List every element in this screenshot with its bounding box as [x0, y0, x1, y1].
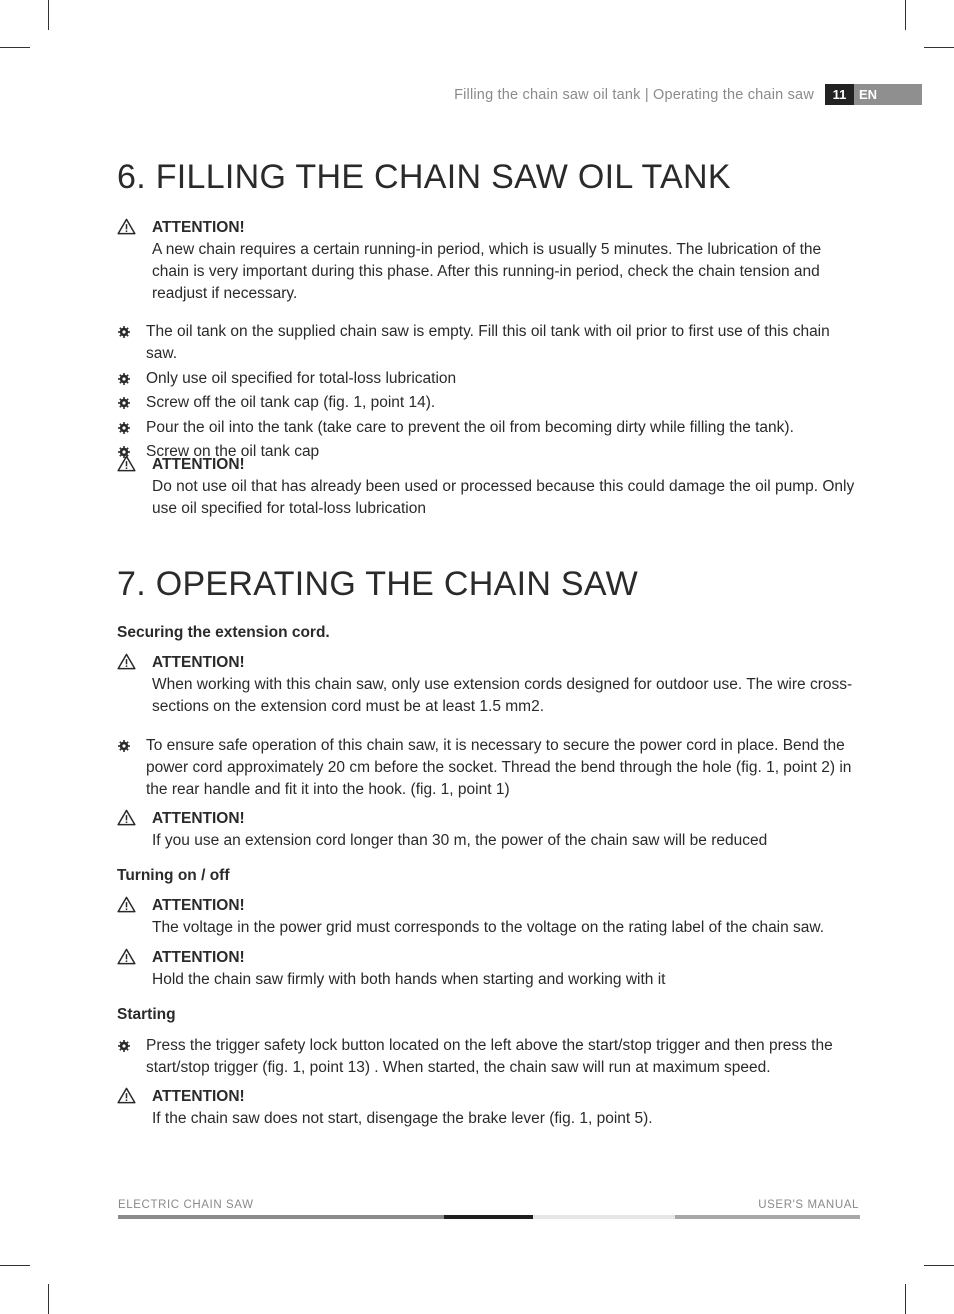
list-item [117, 417, 862, 439]
attention-label: ATTENTION! [152, 219, 245, 236]
gear-bullet-icon [118, 1040, 130, 1052]
subheading-extension-cord: Securing the extension cord. [117, 624, 330, 641]
bullet-text: Screw off the oil tank cap (fig. 1, point 14). [146, 394, 436, 411]
attention-label: ATTENTION! [152, 810, 245, 827]
attention-text: The voltage in the power grid must corresponds to the voltage on the rating label of the chain saw. [152, 919, 825, 936]
attention-label: ATTENTION! [152, 456, 245, 473]
list-item [117, 321, 862, 365]
subheading-starting: Starting [117, 1006, 176, 1023]
bullet-text: To ensure safe operation of this chain saw, it is necessary to secure the power cord in place. Bend the power cord approximately 20 cm before the socket. Thread the bend through the hole (fig. 1, point 2) in the rear handle and fit it into the hook. (fig. 1, point 1) [146, 737, 852, 798]
crop-mark [905, 1284, 906, 1314]
bullet-text: The oil tank on the supplied chain saw is empty. Fill this oil tank with oil prior to first use of this chain saw. [146, 323, 830, 362]
language-code: EN [854, 84, 922, 105]
attention-label: ATTENTION! [152, 897, 245, 914]
crop-mark [0, 47, 30, 48]
list-item [117, 368, 862, 390]
gear-bullet-icon [118, 740, 130, 752]
list-item [117, 392, 862, 414]
section-7-title: 7. OPERATING THE CHAIN SAW [117, 565, 639, 603]
attention-note [117, 895, 862, 939]
attention-label: ATTENTION! [152, 949, 245, 966]
section-6-title: 6. FILLING THE CHAIN SAW OIL TANK [117, 158, 731, 196]
crop-mark [905, 0, 906, 30]
warning-icon [117, 809, 136, 826]
warning-icon [117, 948, 136, 965]
attention-text: A new chain requires a certain running-in period, which is usually 5 minutes. The lubrication of the chain is very important during this phase. After this running-in period, check the chain tension and readjust if necessary. [152, 241, 822, 302]
crop-mark [924, 1265, 954, 1266]
attention-text: If you use an extension cord longer than 30 m, the power of the chain saw will be reduced [152, 832, 768, 849]
warning-icon [117, 1087, 136, 1104]
list-item [117, 1035, 862, 1079]
warning-icon [117, 653, 136, 670]
bullet-text: Only use oil specified for total-loss lubrication [146, 369, 457, 387]
warning-icon [117, 218, 136, 235]
gear-bullet-icon [118, 326, 130, 338]
attention-note [117, 1086, 862, 1130]
attention-note [117, 454, 862, 520]
footer-product-name: ELECTRIC CHAIN SAW [118, 1199, 254, 1211]
footer-rule-segment [118, 1215, 444, 1219]
gear-bullet-icon [118, 373, 130, 385]
attention-text: Hold the chain saw firmly with both hands when starting and working with it [152, 971, 666, 988]
bullet-text: Press the trigger safety lock button located on the left above the start/stop trigger and then press the start/stop trigger (fig. 1, point 13) . When started, the chain saw will run at maximum speed. [146, 1037, 833, 1076]
list-item [117, 735, 862, 801]
starting-steps [117, 1035, 862, 1079]
crop-mark [48, 0, 49, 30]
footer-rule [118, 1215, 860, 1219]
page-number: 11 [825, 84, 854, 105]
attention-note [117, 808, 862, 852]
attention-text: If the chain saw does not start, disengage the brake lever (fig. 1, point 5). [152, 1110, 653, 1127]
oil-tank-steps [117, 321, 862, 463]
attention-text: When working with this chain saw, only use extension cords designed for outdoor use. The wire cross-sections on the extension cord must be at least 1.5 mm2. [152, 676, 853, 715]
footer-rule-segment [675, 1215, 860, 1219]
footer-manual-label: USER'S MANUAL [758, 1199, 859, 1211]
subheading-turning-on-off: Turning on / off [117, 867, 230, 884]
gear-bullet-icon [118, 397, 130, 409]
attention-text: Do not use oil that has already been used or processed because this could damage the oil pump. Only use oil specified for total-loss lubrication [152, 478, 855, 517]
extension-cord-steps [117, 735, 862, 801]
crop-mark [924, 47, 954, 48]
crop-mark [0, 1265, 30, 1266]
footer-rule-segment [533, 1215, 675, 1219]
attention-note [117, 947, 862, 991]
running-header: Filling the chain saw oil tank | Operating the chain saw [454, 87, 814, 103]
warning-icon [117, 455, 136, 472]
bullet-text: Pour the oil into the tank (take care to prevent the oil from becoming dirty while filling the tank). [146, 418, 794, 436]
bullet-text: Screw on the oil tank cap [146, 443, 320, 460]
attention-label: ATTENTION! [152, 1088, 245, 1105]
page-tab [825, 84, 922, 105]
gear-bullet-icon [118, 422, 130, 434]
crop-mark [48, 1284, 49, 1314]
attention-note [117, 652, 862, 718]
warning-icon [117, 896, 136, 913]
attention-note [117, 217, 862, 305]
attention-label: ATTENTION! [152, 654, 245, 671]
footer-rule-segment [444, 1215, 533, 1219]
